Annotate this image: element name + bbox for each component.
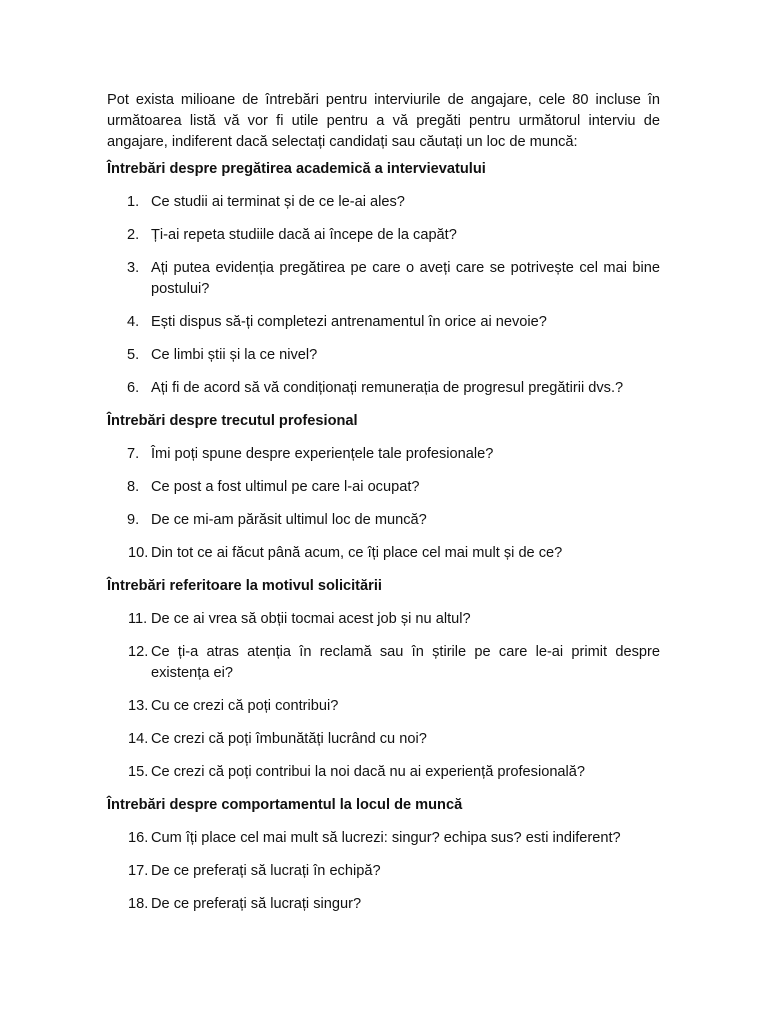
section-heading: Întrebări despre pregătirea academică a intervievatului [107,161,486,177]
question-number: 17. [128,863,149,879]
question-number: 6. [127,380,140,396]
question-text: Ați putea evidenția pregătirea pe care o aveți care se potrivește cel mai bine postului? [151,260,660,297]
section-heading: Întrebări despre comportamentul la locul de muncă [107,797,463,813]
question-number: 8. [127,479,140,495]
question-text: Îmi poți spune despre experiențele tale profesionale? [151,446,494,462]
question-number: 7. [127,446,140,462]
question-number: 14. [128,731,149,747]
question-text: Ce post a fost ultimul pe care l-ai ocupat? [151,479,420,495]
question-item [107,258,660,300]
question-item [107,477,660,498]
question-number: 5. [127,347,140,363]
question-text: Ce ți-a atras atenția în reclamă sau în știrile pe care le-ai primit despre existența ei? [151,644,660,681]
question-text: Cu ce crezi că poți contribui? [151,698,339,714]
sections-container [107,159,660,915]
question-list [107,444,660,564]
question-number: 9. [127,512,140,528]
question-number: 11. [128,611,148,627]
question-text: De ce preferați să lucrați în echipă? [151,863,381,879]
question-number: 18. [128,896,149,912]
question-text: Ați fi de acord să vă condiționați remunerația de progresul pregătirii dvs.? [151,380,624,396]
question-number: 3. [127,260,140,276]
question-text: De ce preferați să lucrați singur? [151,896,362,912]
question-text: Ce crezi că poți îmbunătăți lucrând cu noi? [151,731,427,747]
question-text: De ce mi-am părăsit ultimul loc de muncă? [151,512,427,528]
question-item [107,345,660,366]
question-item [107,510,660,531]
question-item [107,861,660,882]
question-item [107,312,660,333]
question-item [107,642,660,684]
question-item [107,444,660,465]
question-item [107,696,660,717]
question-text: Ce limbi știi și la ce nivel? [151,347,318,363]
question-text: Din tot ce ai făcut până acum, ce îți place cel mai mult și de ce? [151,545,563,561]
question-text: Ce crezi că poți contribui la noi dacă nu ai experiență profesională? [151,764,586,780]
document-page [107,90,660,927]
question-number: 13. [128,698,149,714]
question-item [107,762,660,783]
question-number: 16. [128,830,149,846]
question-number: 10. [128,545,149,561]
question-list [107,192,660,399]
question-list [107,609,660,783]
question-number: 1. [127,194,140,210]
question-item [107,609,660,630]
section-heading: Întrebări despre trecutul profesional [107,413,358,429]
question-item [107,894,660,915]
question-number: 12. [128,644,149,660]
question-list [107,828,660,915]
question-text: Ce studii ai terminat și de ce le-ai ales? [151,194,405,210]
section-heading: Întrebări referitoare la motivul solicitării [107,578,382,594]
question-item [107,543,660,564]
question-text: Cum îți place cel mai mult să lucrezi: singur? echipa sus? esti indiferent? [151,830,621,846]
question-item [107,225,660,246]
question-text: Ești dispus să-ți completezi antrenamentul în orice ai nevoie? [151,314,547,330]
question-item [107,378,660,399]
question-item [107,828,660,849]
question-item [107,192,660,213]
question-number: 15. [128,764,149,780]
question-number: 2. [127,227,140,243]
question-item [107,729,660,750]
question-number: 4. [127,314,140,330]
question-text: De ce ai vrea să obții tocmai acest job și nu altul? [151,611,471,627]
question-text: Ți-ai repeta studiile dacă ai începe de la capăt? [151,227,457,243]
intro-paragraph: Pot exista milioane de întrebări pentru interviurile de angajare, cele 80 incluse în următoarea listă vă vor fi utile pentru a vă pregăti pentru următorul interviu de angajare, indiferent dacă selectați candidați sau căutați un loc de muncă: [107,92,660,150]
